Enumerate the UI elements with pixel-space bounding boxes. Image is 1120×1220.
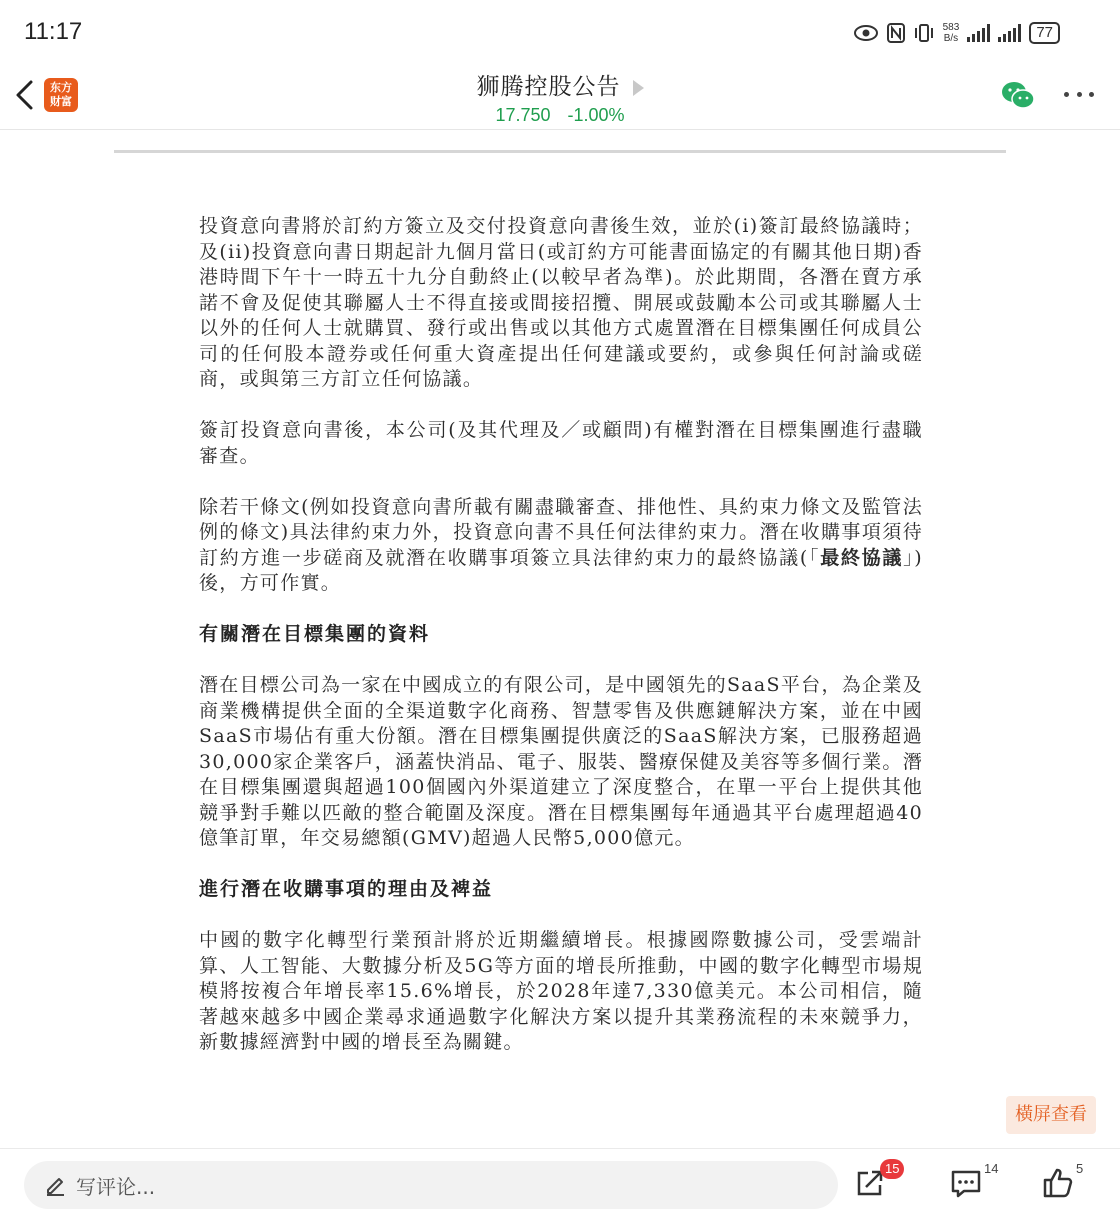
stock-quote	[0, 105, 1120, 126]
signal-icon-2	[998, 24, 1021, 42]
net-speed: 583 B/s	[942, 22, 960, 44]
share-badge: 15	[880, 1159, 904, 1179]
nfc-icon	[887, 23, 905, 43]
comments-button[interactable]	[950, 1161, 999, 1207]
like-count: 5	[1076, 1161, 1084, 1176]
stock-price: 17.750	[495, 105, 551, 125]
landscape-view-button[interactable]: 橫屏查看	[1006, 1096, 1096, 1134]
announcement-content	[199, 214, 923, 1081]
stock-change: -1.00%	[567, 105, 625, 125]
play-arrow-icon	[633, 80, 644, 96]
section-heading-reasons: 進行潛在收購事項的理由及裨益	[199, 878, 494, 900]
share-button[interactable]	[854, 1161, 900, 1207]
paragraph-1: 投資意向書將於訂約方簽立及交付投資意向書後生效，並於(i)簽訂最終協議時；及(ii)投資意向書日期起計九個月當日(或訂約方可能書面協定的有關其他日期)香港時間下午十一時五十九分自動終止(以較早者為準)。於此期間，各潛在賣方承諾不會及促使其聯屬人士不得直接或間接招攬、開展或鼓勵本公司或其聯屬人士以外的任何人士就購買、發行或出售或以其他方式處置潛在目標集團任何成員公司的任何股本證券或任何重大資產提出任何建議或要約，或參與任何討論或磋商，或與第三方訂立任何協議。	[199, 215, 923, 390]
thumbs-up-icon	[1042, 1167, 1074, 1199]
comment-icon	[950, 1167, 982, 1199]
top-nav-bar	[0, 64, 1120, 130]
page-title[interactable]: 狮腾控股公告	[476, 74, 621, 100]
section-heading-target-group: 有關潛在目標集團的資料	[199, 623, 431, 645]
paragraph-5: 中國的數字化轉型行業預計將於近期繼續增長。根據國際數據公司，受雲端計算、人工智能、大數據分析及5G等方面的增長所推動，中國的數字化轉型市場規模將按複合年增長率15.6%增長，於2028年達7,330億美元。本公司相信，隨著越來越多中國企業尋求通過數字化解決方案以提升其業務流程的未來競爭力，新數據經濟對中國的增長至為關鍵。	[199, 929, 923, 1053]
wechat-icon[interactable]	[1000, 80, 1036, 110]
battery-icon: 77	[1029, 22, 1060, 44]
title-block[interactable]	[0, 68, 1120, 126]
status-time: 11:17	[24, 18, 83, 45]
defined-term: 最終協議	[820, 546, 904, 569]
comment-input[interactable]	[24, 1161, 838, 1209]
eye-icon	[853, 24, 879, 42]
paragraph-4: 潛在目標公司為一家在中國成立的有限公司，是中國領先的SaaS平台，為企業及商業機構提供全面的全渠道數字化商務、智慧零售及供應鏈解決方案，並在中國SaaS市場佔有重大份額。潛在目標集團提供廣泛的SaaS解決方案，已服務超過30,000家企業客戶，涵蓋快消品、電子、服裝、醫療保健及美容等多個行業。潛在目標集團還與超過100個國內外渠道建立了深度整合，在單一平台上提供其他競爭對手難以匹敵的整合範圍及深度。潛在目標集團每年通過其平台處理超過40億筆訂單，年交易總額(GMV)超過人民幣5,000億元。	[199, 674, 923, 849]
vibrate-icon	[913, 23, 935, 43]
comment-placeholder: 写评论...	[76, 1174, 156, 1199]
app-logo: 东方 财富	[44, 78, 78, 112]
signal-icon	[967, 24, 990, 42]
like-button[interactable]	[1042, 1161, 1084, 1207]
bottom-action-bar	[0, 1148, 1120, 1220]
more-dots-icon[interactable]	[1064, 92, 1094, 100]
status-icons	[853, 18, 1060, 48]
status-bar	[0, 0, 1120, 64]
pencil-icon	[44, 1174, 66, 1196]
comment-count: 14	[984, 1161, 999, 1176]
paragraph-3: 除若干條文(例如投資意向書所載有關盡職審查、排他性、具約束力條文及監管法例的條文)具法律約束力外，投資意向書不具任何法律約束力。潛在收購事項須待訂約方進一步磋商及就潛在收購事項簽立具法律約束力的最終協議(「最終協議」)後，方可作實。	[199, 495, 923, 594]
paragraph-2: 簽訂投資意向書後，本公司(及其代理及／或顧問)有權對潛在目標集團進行盡職審查。	[199, 419, 923, 467]
document-divider	[114, 150, 1006, 153]
